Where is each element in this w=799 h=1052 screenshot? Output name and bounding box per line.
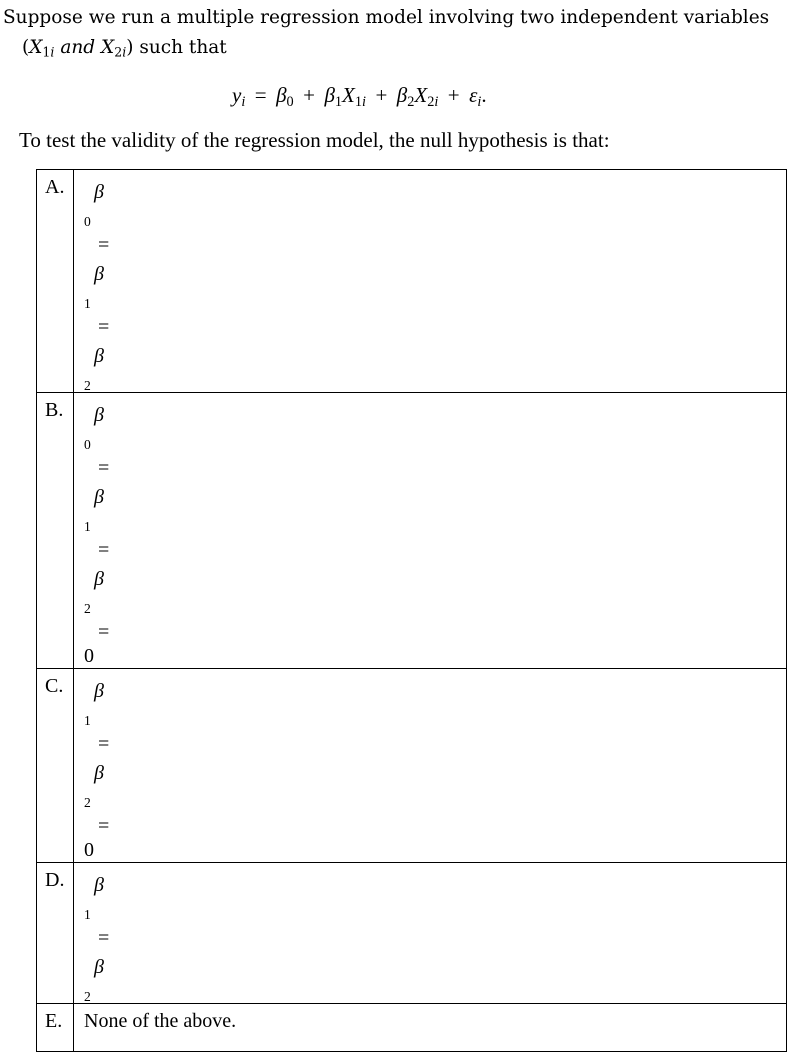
option-letter xyxy=(37,1004,74,1052)
option-row xyxy=(37,1004,787,1052)
regression-equation: $y_i = \beta_0 + \beta_1X_{1i} + \beta_2X_{2i} + \varepsilon_i$. xyxy=(232,83,487,110)
option-answer xyxy=(74,669,787,863)
variables-expression: ($X_{1i}$ and $X_{2i}$) xyxy=(22,37,134,60)
option-letter xyxy=(37,170,74,393)
option-row xyxy=(37,863,787,1004)
intro-line-2-suffix: such that xyxy=(133,37,227,58)
option-answer xyxy=(74,393,787,669)
option-answer-text: β $_0$ = β $_1$ = β $_2$ xyxy=(84,181,114,393)
option-answer-text: β $_0$ = β $_1$ = β $_2$ = 0 xyxy=(84,404,114,667)
option-answer-text: β $_1$ = β $_2$ = 0 xyxy=(84,680,114,861)
option-answer xyxy=(74,1004,787,1052)
answer-options-table xyxy=(36,169,787,1052)
option-row xyxy=(37,393,787,669)
question-intro-line-2 xyxy=(22,36,227,60)
option-letter-label: E. xyxy=(45,1010,63,1032)
option-row xyxy=(37,170,787,393)
option-answer-text: None of the above. xyxy=(84,1010,237,1032)
option-letter xyxy=(37,863,74,1004)
question-prompt: To test the validity of the regression model, the null hypothesis is that: xyxy=(19,128,610,152)
option-letter-label: C. xyxy=(45,675,64,697)
option-row xyxy=(37,669,787,863)
option-letter xyxy=(37,393,74,669)
option-answer xyxy=(74,863,787,1004)
question-intro-line-1: Suppose we run a multiple regression model involving two independent variables xyxy=(3,7,770,28)
option-answer-text: β $_1$ = β $_2$ xyxy=(84,874,114,1004)
option-letter-label: A. xyxy=(45,176,65,198)
option-letter-label: D. xyxy=(45,869,65,891)
option-answer xyxy=(74,170,787,393)
option-letter xyxy=(37,669,74,863)
option-letter-label: B. xyxy=(45,399,64,421)
